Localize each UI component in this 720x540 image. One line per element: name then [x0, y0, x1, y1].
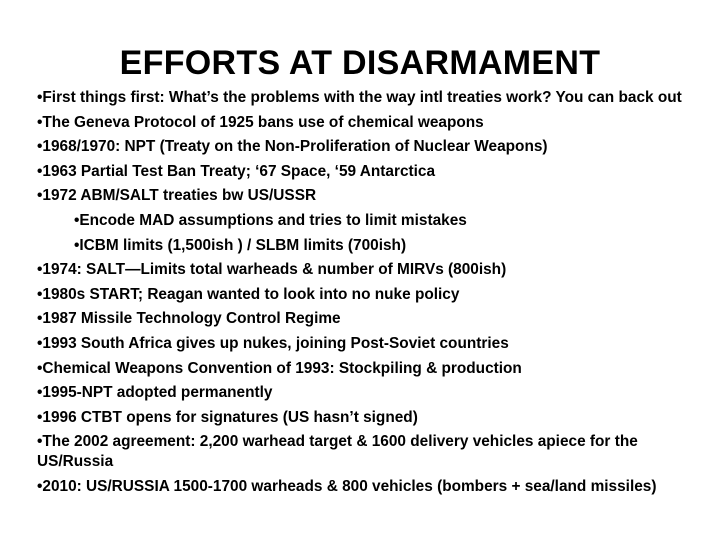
bullet-text: 1996 CTBT opens for signatures (US hasn’t signed) — [42, 408, 418, 426]
bullet-text: Chemical Weapons Convention of 1993: Stockpiling & production — [42, 359, 522, 377]
bullet-text: 1972 ABM/SALT treaties bw US/USSR — [42, 187, 317, 205]
bullet-item — [37, 113, 687, 133]
bullet-icon: • — [37, 162, 43, 180]
bullet-icon: • — [37, 187, 43, 205]
bullet-item — [37, 383, 687, 403]
bullet-text: 1968/1970: NPT (Treaty on the Non-Proliferation of Nuclear Weapons) — [42, 138, 548, 156]
bullet-item — [37, 477, 687, 497]
bullet-icon: • — [37, 113, 43, 131]
sub-bullet-item — [74, 236, 687, 256]
bullet-icon: • — [37, 477, 43, 495]
bullet-text: 1974: SALT—Limits total warheads & number of MIRVs (800ish) — [42, 261, 507, 279]
bullet-icon: • — [37, 310, 43, 328]
bullet-text: 1993 South Africa gives up nukes, joining Post-Soviet countries — [42, 334, 509, 352]
bullet-text: 1980s START; Reagan wanted to look into no nuke policy — [42, 285, 460, 303]
sub-bullet-item — [74, 211, 687, 231]
bullet-item — [37, 334, 687, 354]
bullet-icon: • — [37, 138, 43, 156]
bullet-icon: • — [37, 408, 43, 426]
bullet-item — [37, 432, 687, 472]
bullet-item — [37, 137, 687, 157]
bullet-item — [37, 285, 687, 305]
bullet-icon: • — [74, 211, 80, 229]
bullet-item — [37, 186, 687, 206]
bullet-item — [37, 162, 687, 182]
bullet-icon: • — [74, 236, 80, 254]
bullet-text: Encode MAD assumptions and tries to limit mistakes — [79, 211, 467, 229]
bullet-item — [37, 88, 687, 108]
bullet-text: ICBM limits (1,500ish ) / SLBM limits (700ish) — [79, 236, 407, 254]
bullet-list — [37, 88, 687, 502]
bullet-item — [37, 260, 687, 280]
bullet-text: 1987 Missile Technology Control Regime — [42, 310, 341, 328]
bullet-icon: • — [37, 285, 43, 303]
bullet-text: The Geneva Protocol of 1925 bans use of chemical weapons — [42, 113, 484, 131]
bullet-text: 1963 Partial Test Ban Treaty; ‘67 Space, ‘59 Antarctica — [42, 162, 436, 180]
bullet-icon: • — [37, 334, 43, 352]
bullet-text: The 2002 agreement: 2,200 warhead target & 1600 delivery vehicles apiece for the US/Russia — [37, 433, 638, 471]
bullet-item — [37, 408, 687, 428]
bullet-item — [37, 359, 687, 379]
bullet-text: 1995-NPT adopted permanently — [42, 384, 273, 402]
slide-title: EFFORTS AT DISARMAMENT — [119, 44, 601, 82]
bullet-icon: • — [37, 433, 43, 451]
bullet-icon: • — [37, 384, 43, 402]
bullet-icon: • — [37, 89, 43, 106]
bullet-icon: • — [37, 261, 43, 279]
bullet-text: 2010: US/RUSSIA 1500-1700 warheads & 800 vehicles (bombers + sea/land missiles) — [42, 477, 657, 495]
bullet-text: First things first: What’s the problems with the way intl treaties work? You can back out — [42, 89, 682, 106]
bullet-item — [37, 309, 687, 329]
bullet-icon: • — [37, 359, 43, 377]
